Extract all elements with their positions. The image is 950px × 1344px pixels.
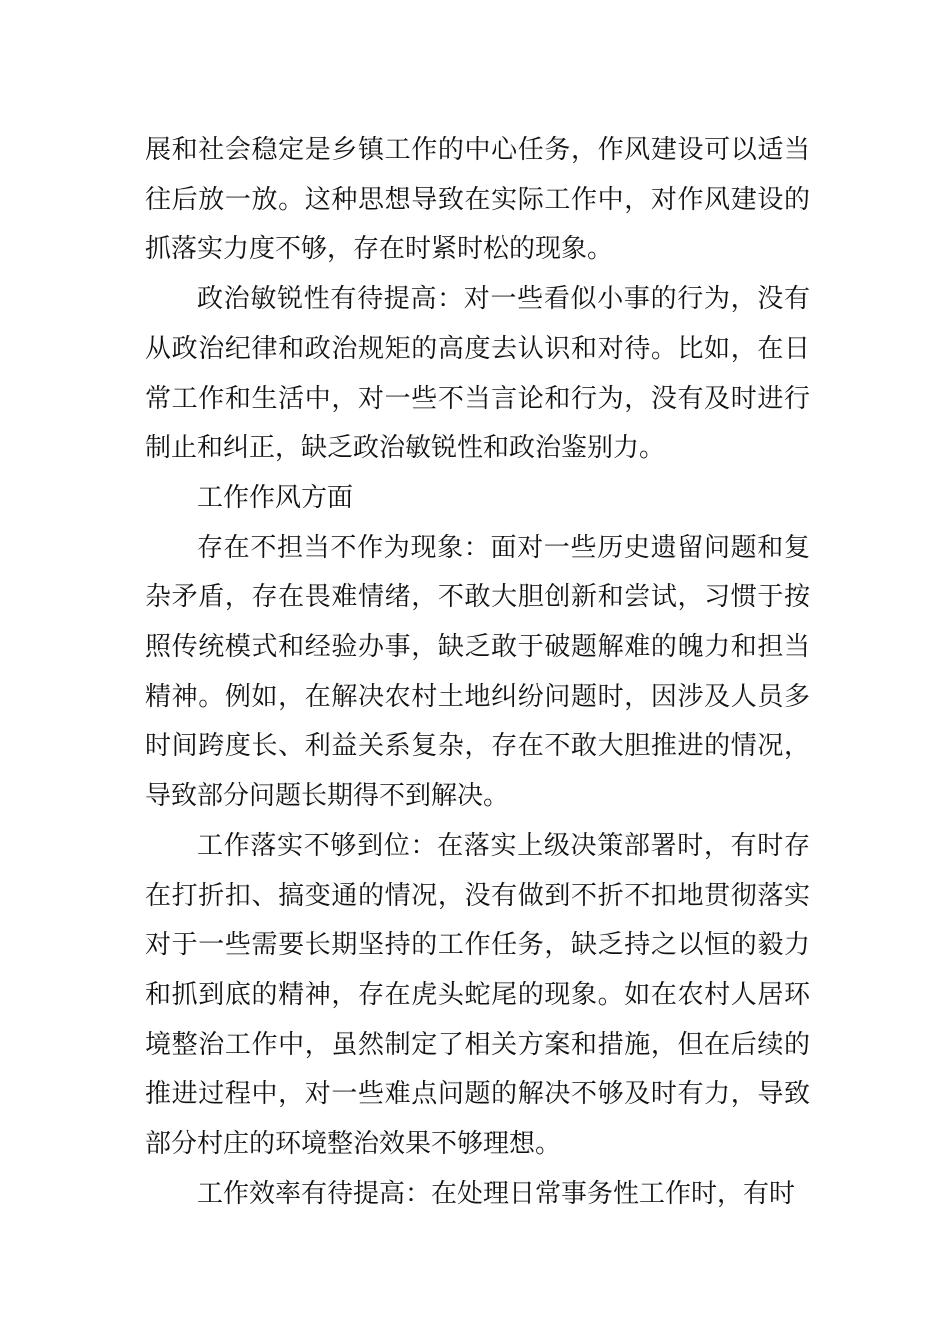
document-body — [145, 126, 810, 1219]
section-heading-work-style: 工作作风方面 — [197, 482, 354, 513]
paragraph-political-sensitivity: 政治敏锐性有待提高：对一些看似小事的行为，没有从政治纪律和政治规矩的高度去认识和对待。比如，在日常工作和生活中，对一些不当言论和行为，没有及时进行制止和纠正，缺乏政治敏锐性和政治鉴别力。 — [145, 284, 810, 464]
paragraph-continuation: 展和社会稳定是乡镇工作的中心任务，作风建设可以适当往后放一放。这种思想导致在实际工作中，对作风建设的抓落实力度不够，存在时紧时松的现象。 — [145, 135, 810, 265]
paragraph-implementation: 工作落实不够到位：在落实上级决策部署时，有时存在打折扣、搞变通的情况，没有做到不折不扣地贯彻落实对于一些需要长期坚持的工作任务，缺乏持之以恒的毅力和抓到底的精神，存在虎头蛇尾的现象。如在农村人居环境整治工作中，虽然制定了相关方案和措施，但在后续的推进过程中，对一些难点问题的解决不够及时有力，导致部分村庄的环境整治效果不够理想。 — [145, 830, 810, 1160]
paragraph-efficiency: 工作效率有待提高：在处理日常事务性工作时，有时 — [197, 1178, 796, 1209]
paragraph-lack-of-responsibility: 存在不担当不作为现象：面对一些历史遗留问题和复杂矛盾，存在畏难情绪，不敢大胆创新和尝试，习惯于按照传统模式和经验办事，缺乏敢于破题解难的魄力和担当精神。例如，在解决农村土地纠纷问题时，因涉及人员多时间跨度长、利益关系复杂，存在不敢大胆推进的情况，导致部分问题长期得不到解决。 — [145, 532, 810, 812]
